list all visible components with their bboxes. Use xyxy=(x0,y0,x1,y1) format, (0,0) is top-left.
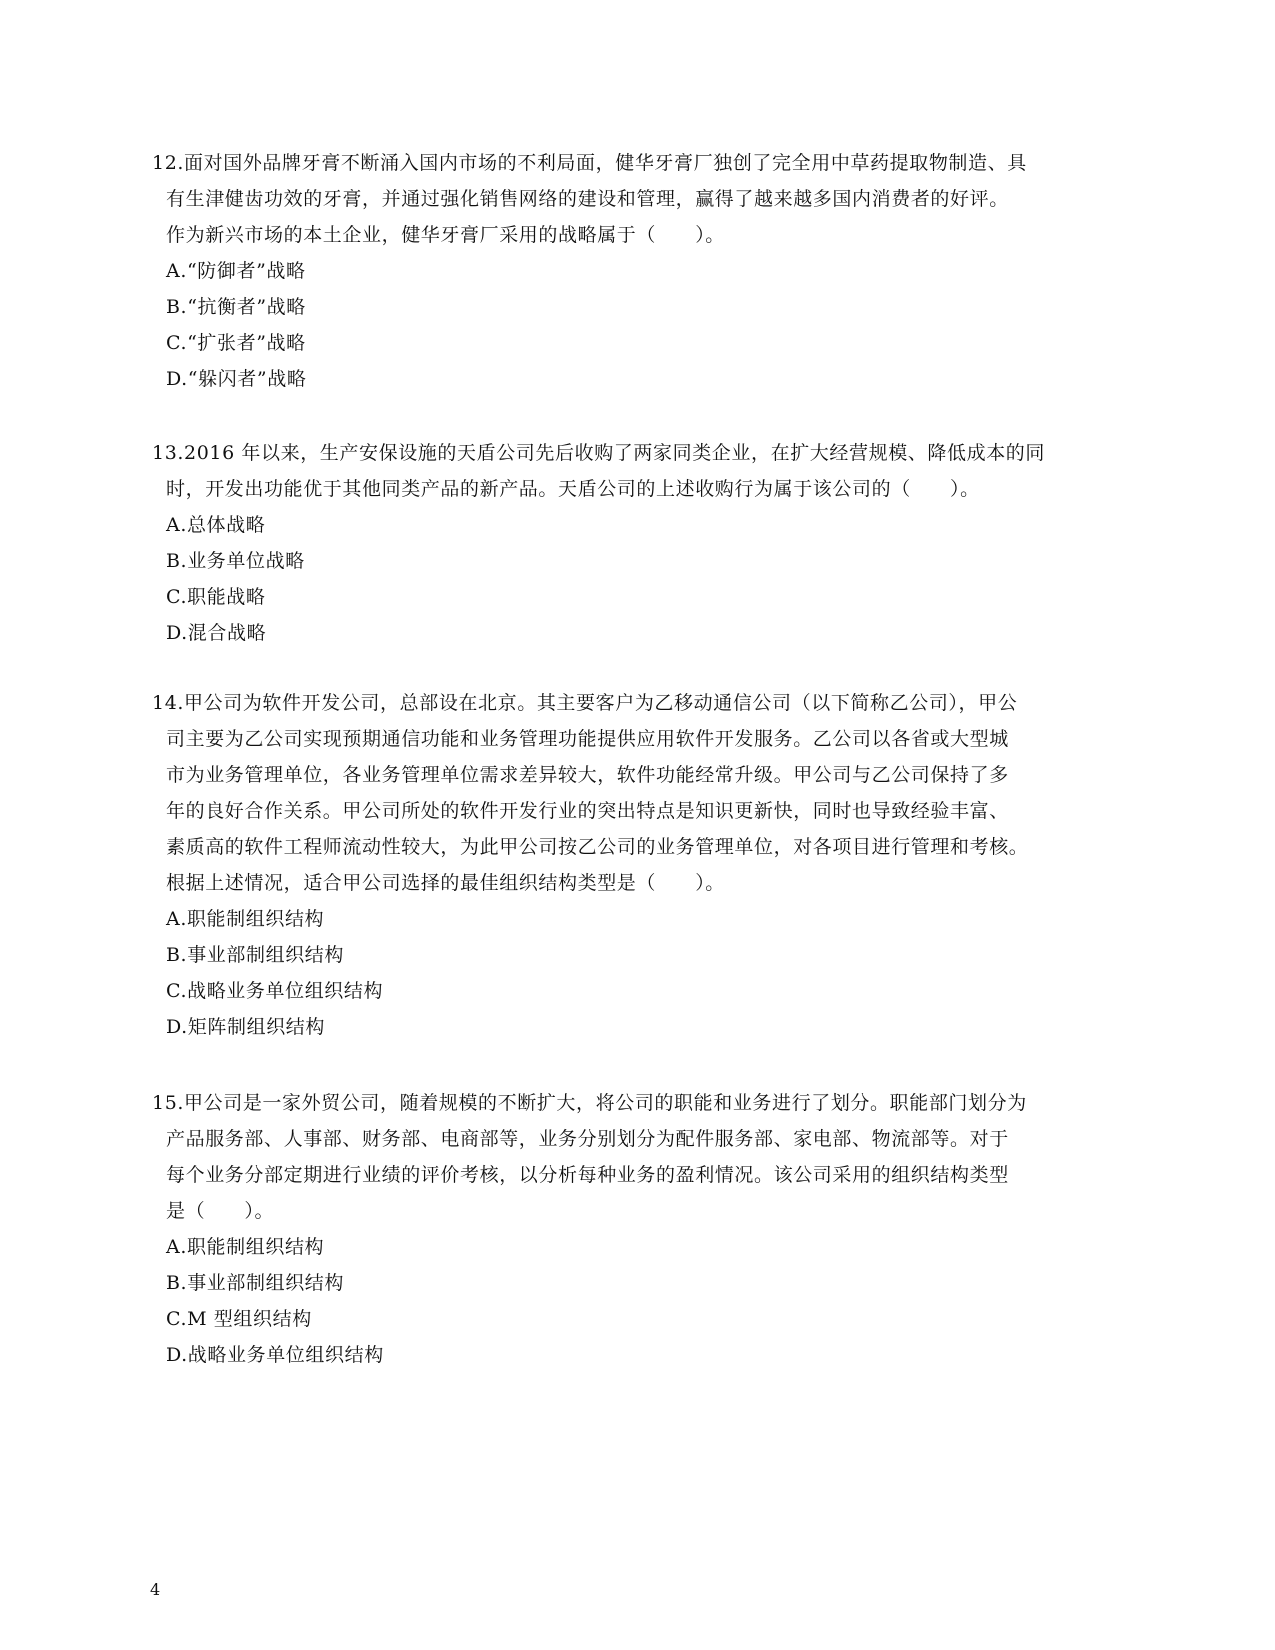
question-stem-line: 作为新兴市场的本土企业，健华牙膏厂采用的战略属于（ ）。 xyxy=(166,224,725,246)
option-a: A.“防御者”战略 xyxy=(166,260,306,282)
option-d: D.混合战略 xyxy=(166,622,267,644)
question-stem-line: 15.甲公司是一家外贸公司，随着规模的不断扩大，将公司的职能和业务进行了划分。职能部门划分为 xyxy=(152,1092,1027,1114)
option-d: D.矩阵制组织结构 xyxy=(166,1016,325,1038)
question-stem-line: 产品服务部、人事部、财务部、电商部等，业务分别划分为配件服务部、家电部、物流部等。对于 xyxy=(166,1128,1009,1150)
option-d: D.战略业务单位组织结构 xyxy=(166,1344,384,1366)
option-c: C.“扩张者”战略 xyxy=(166,332,306,354)
option-a: A.总体战略 xyxy=(166,514,266,536)
option-d: D.“躲闪者”战略 xyxy=(166,368,307,390)
option-a: A.职能制组织结构 xyxy=(166,908,325,930)
option-c: C.战略业务单位组织结构 xyxy=(166,980,384,1002)
option-a: A.职能制组织结构 xyxy=(166,1236,325,1258)
question-13 xyxy=(152,435,1137,651)
question-14 xyxy=(152,685,1137,1045)
option-b: B.“抗衡者”战略 xyxy=(166,296,306,318)
question-stem-line: 时，开发出功能优于其他同类产品的新产品。天盾公司的上述收购行为属于该公司的（ ）。 xyxy=(166,478,980,500)
question-stem-line: 12.面对国外品牌牙膏不断涌入国内市场的不利局面，健华牙膏厂独创了完全用中草药提取物制造、具 xyxy=(152,152,1027,174)
question-stem-line: 有生津健齿功效的牙膏，并通过强化销售网络的建设和管理，赢得了越来越多国内消费者的好评。 xyxy=(166,188,1009,210)
question-stem-line: 每个业务分部定期进行业绩的评价考核，以分析每种业务的盈利情况。该公司采用的组织结构类型 xyxy=(166,1164,1009,1186)
option-c: C.职能战略 xyxy=(166,586,266,608)
option-b: B.事业部制组织结构 xyxy=(166,944,345,966)
question-stem-line: 14.甲公司为软件开发公司，总部设在北京。其主要客户为乙移动通信公司（以下简称乙公司），甲公 xyxy=(152,692,1018,714)
question-15 xyxy=(152,1085,1137,1373)
question-stem-line: 根据上述情况，适合甲公司选择的最佳组织结构类型是（ ）。 xyxy=(166,872,725,894)
question-stem-line: 素质高的软件工程师流动性较大，为此甲公司按乙公司的业务管理单位，对各项目进行管理和考核。 xyxy=(166,836,1029,858)
option-c: C.M 型组织结构 xyxy=(166,1308,312,1330)
question-12 xyxy=(152,145,1137,397)
option-b: B.业务单位战略 xyxy=(166,550,305,572)
question-stem-line: 是（ ）。 xyxy=(166,1200,275,1222)
page-number: 4 xyxy=(150,1580,161,1599)
option-b: B.事业部制组织结构 xyxy=(166,1272,345,1294)
question-stem-line: 13.2016 年以来，生产安保设施的天盾公司先后收购了两家同类企业，在扩大经营规模、降低成本的同 xyxy=(152,442,1046,464)
question-stem-line: 司主要为乙公司实现预期通信功能和业务管理功能提供应用软件开发服务。乙公司以各省或大型城 xyxy=(166,728,1009,750)
question-stem-line: 市为业务管理单位，各业务管理单位需求差异较大，软件功能经常升级。甲公司与乙公司保持了多 xyxy=(166,764,1009,786)
question-stem-line: 年的良好合作关系。甲公司所处的软件开发行业的突出特点是知识更新快，同时也导致经验丰富、 xyxy=(166,800,1009,822)
